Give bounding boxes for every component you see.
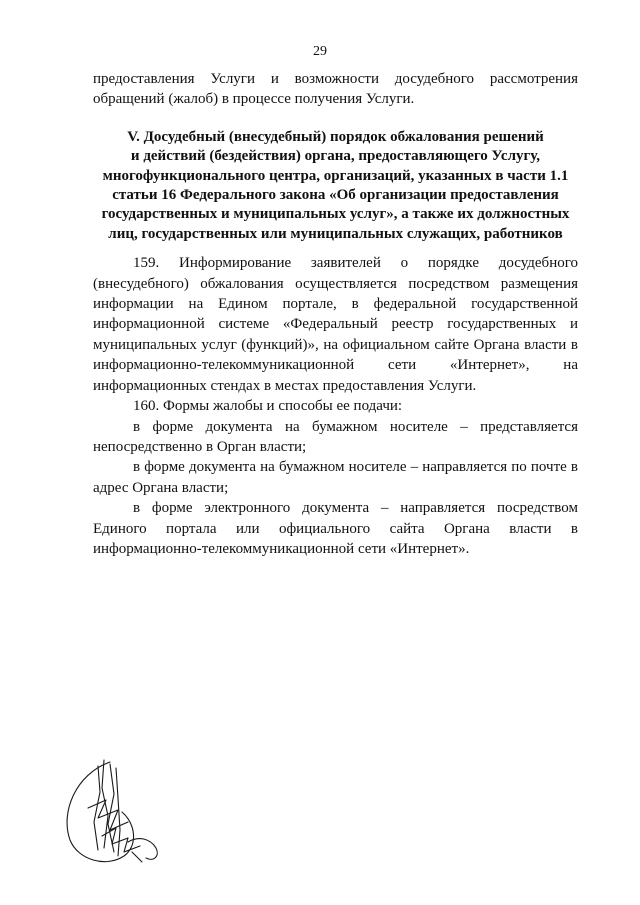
section-heading-line: V. Досудебный (внесудебный) порядок обжалования решений	[127, 128, 544, 145]
complaint-form-electronic: в форме электронного документа – направляется посредством Единого портала или официального сайта Органа власти в информационно-телекоммуникационной сети «Интернет».	[93, 500, 578, 557]
document-body	[93, 69, 578, 559]
section-heading-line: и действий (бездействия) органа, предоставляющего Услугу,	[130, 148, 541, 165]
section-heading-line: лиц, государственных или муниципальных служащих, работников	[108, 225, 563, 242]
page-number: 29	[313, 44, 327, 59]
paragraph-160: 160. Формы жалобы и способы ее подачи:	[133, 398, 403, 415]
continuation-paragraph: предоставления Услуги и возможности досудебного рассмотрения обращений (жалоб) в процессе получения Услуги.	[93, 71, 578, 108]
complaint-form-paper-mail: в форме документа на бумажном носителе – направляется по почте в адрес Органа власти;	[93, 459, 578, 496]
section-heading-line: многофункционального центра, организаций, указанных в части 1.1	[102, 167, 569, 184]
handwritten-signature	[58, 752, 168, 870]
complaint-form-paper-direct: в форме документа на бумажном носителе – представляется непосредственно в Орган власти;	[93, 418, 578, 455]
section-heading-line: статьи 16 Федерального закона «Об организации предоставления	[112, 187, 559, 204]
section-heading-line: государственных и муниципальных услуг», а также их должностных	[101, 206, 570, 223]
paragraph-159: 159. Информирование заявителей о порядке досудебного (внесудебного) обжалования осуществляется посредством размещения информации на Едином портале, в федеральной государственной информационной системе «Федеральный реестр государственных и муниципальных услуг (функций)», на официальном сайте Органа власти в информационно-телекоммуникационной сети «Интернет», на информационных стендах в местах предоставления Услуги.	[93, 255, 578, 394]
section-heading	[93, 128, 578, 244]
